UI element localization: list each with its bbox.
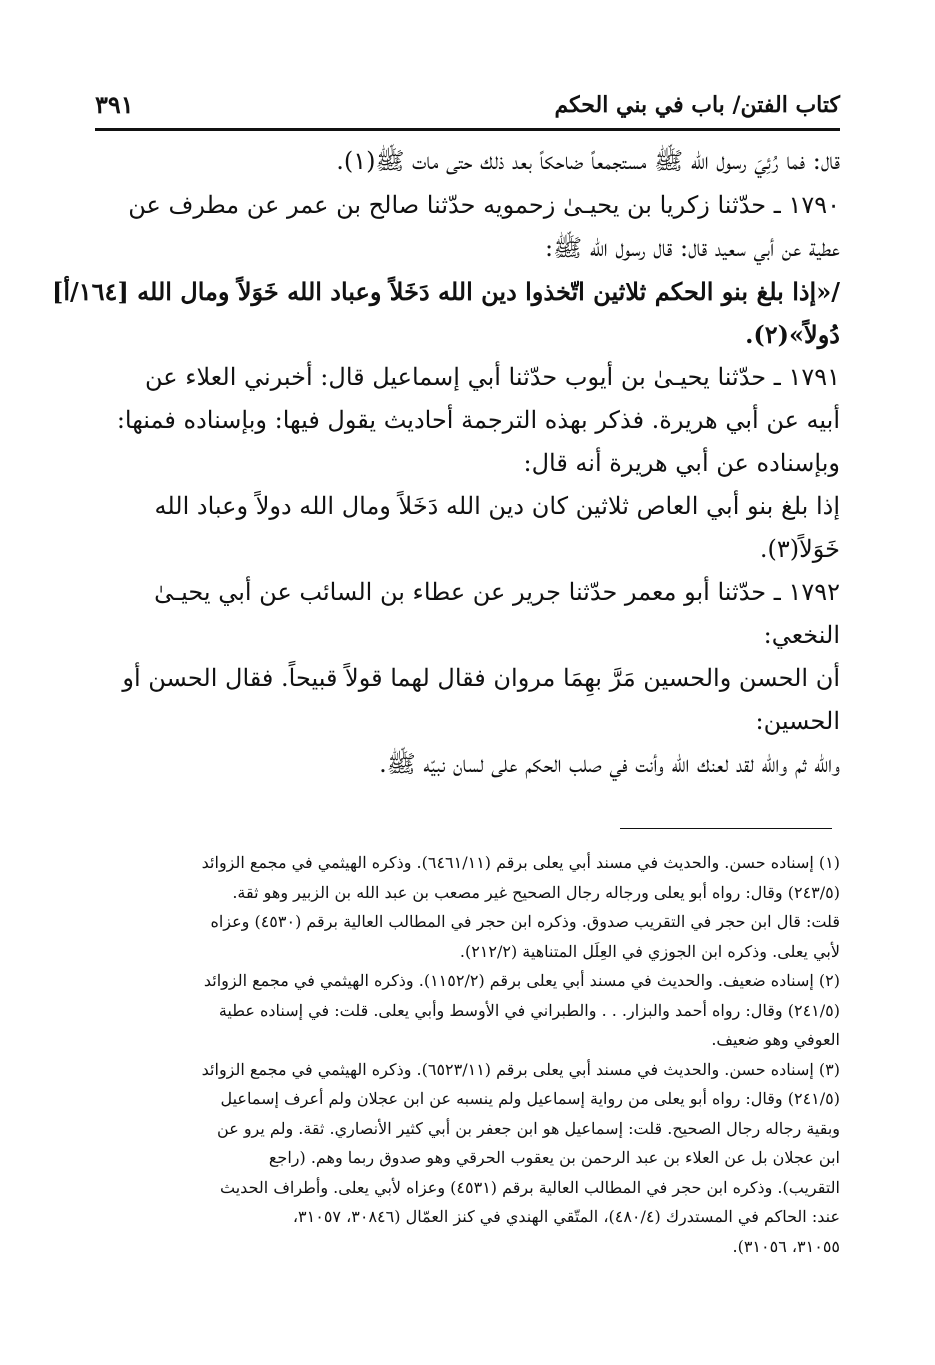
text-line: قال: فما رُئِيَ رسول الله ﷺ مستجمعاً ضاحكاً بعد ذلك حتى مات ﷺ(١). bbox=[336, 147, 840, 175]
text-line: عطية عن أبي سعيد قال: قال رسول الله ﷺ: bbox=[545, 234, 840, 262]
header-divider bbox=[95, 128, 840, 131]
footnote-1: (١) إسناده حسن. والحديث في مسند أبي يعلى برقم (٦٤٦١/١١). وذكره الهيثمي في مجمع الزوائد bbox=[201, 853, 840, 872]
footnote-line: ٣١٠٥٥، ٣١٠٥٦). bbox=[732, 1236, 840, 1256]
footnote-line: التقريب). وذكره ابن حجر في المطالب العالية برقم (٤٥٣١) وعزاه لأبي يعلى. وأطراف الحديث bbox=[220, 1177, 840, 1197]
text-line: النخعي: bbox=[763, 621, 840, 649]
hadith-matn-line: دُولاً»(٢). bbox=[745, 320, 840, 349]
footnotes bbox=[85, 848, 840, 1261]
text-line: والله ثم والله لقد لعنك الله وأنت في صلب الحكم على لسان نبيّه ﷺ. bbox=[379, 750, 840, 778]
hadith-1792-line: ١٧٩٢ ـ حدّثنا أبو معمر حدّثنا جرير عن عطاء بن السائب عن أبي يحيـىٰ bbox=[154, 578, 840, 606]
text-line: إذا بلغ بنو أبي العاص ثلاثين كان دين الله دَخَلاً ومال الله دولاً وعباد الله bbox=[154, 492, 840, 520]
footnote-line: لأبي يعلى. وذكره ابن الجوزي في العِلَل المتناهية (٢١٢/٢). bbox=[459, 941, 840, 961]
footnote-line: (٢٤١/٥) وقال: رواه أبو يعلى من رواية إسماعيل ولم ينسبه عن ابن عجلان ولم أعرف إسماعيل bbox=[220, 1089, 840, 1108]
hadith-1790-line: ١٧٩٠ ـ حدّثنا زكريا بن يحيـىٰ زحمويه حدّثنا صالح بن عمر عن مطرف عن bbox=[128, 191, 840, 219]
running-title: كتاب الفتن/ باب في بني الحكم bbox=[554, 92, 840, 118]
footnote-line: العوفي وهو ضعيف. bbox=[711, 1030, 840, 1049]
text-line: أن الحسن والحسين مَرَّ بهِمَا مروان فقال لهما قولاً قبيحاً. فقال الحسن أو bbox=[122, 664, 840, 692]
footnote-divider bbox=[620, 828, 832, 829]
text-line: الحسين: bbox=[755, 707, 840, 735]
footnote-2: (٢) إسناده ضعيف. والحديث في مسند أبي يعلى برقم (١١٥٢/٢). وذكره الهيثمي في مجمع الزوائد bbox=[203, 971, 840, 990]
footnote-line: وبقية رجاله رجال الصحيح. قلت: إسماعيل هو ابن جعفر بن أبي كثير الأنصاري. ثقة. ولم يرو عن bbox=[217, 1118, 840, 1138]
main-text bbox=[10, 138, 840, 786]
text-line: خَوَلاً(٣). bbox=[759, 535, 840, 563]
hadith-1791-line: ١٧٩١ ـ حدّثنا يحيـىٰ بن أيوب حدّثنا أبي إسماعيل قال: أخبرني العلاء عن bbox=[144, 363, 840, 391]
text-line: وبإسناده عن أبي هريرة أنه قال: bbox=[523, 449, 840, 477]
page-header bbox=[95, 80, 840, 130]
footnote-3: (٣) إسناده حسن. والحديث في مسند أبي يعلى برقم (٦٥٢٣/١١). وذكره الهيثمي في مجمع الزوائد bbox=[201, 1059, 840, 1079]
footnote-line: ابن عجلان بل عن العلاء بن عبد الرحمن بن يعقوب الحرقي وهو صدوق ربما وهم. (راجع bbox=[268, 1148, 840, 1167]
page-number: ٣٩١ bbox=[95, 90, 134, 119]
footnote-line: عند: الحاكم في المستدرك (٤٨٠/٤)، المتّقي الهندي في كنز العمّال (٣٠٨٤٦، ٣١٠٥٧، bbox=[292, 1207, 840, 1226]
hadith-matn-line: /«إذا بلغ بنو الحكم ثلاثين اتّخذوا دين الله دَخَلاً وعباد الله خَوَلاً ومال الله [١٦٤/أ] bbox=[51, 277, 840, 306]
footnote-line: (٢٤٣/٥) وقال: رواه أبو يعلى ورجاله رجال الصحيح غير مصعب بن عبد الله بن الزبير وهو ثقة. bbox=[232, 882, 840, 902]
footnote-line: قلت: قال ابن حجر في التقريب صدوق. وذكره ابن حجر في المطالب العالية برقم (٤٥٣٠) وعزاه bbox=[210, 912, 840, 931]
text-line: أبيه عن أبي هريرة. فذكر بهذه الترجمة أحاديث يقول فيها: وبإسناده فمنها: bbox=[116, 406, 840, 434]
footnote-line: (٢٤١/٥) وقال: رواه أحمد والبزار. . . والطبراني في الأوسط وأبي يعلى. قلت: في إسناده عطية bbox=[218, 1000, 840, 1020]
